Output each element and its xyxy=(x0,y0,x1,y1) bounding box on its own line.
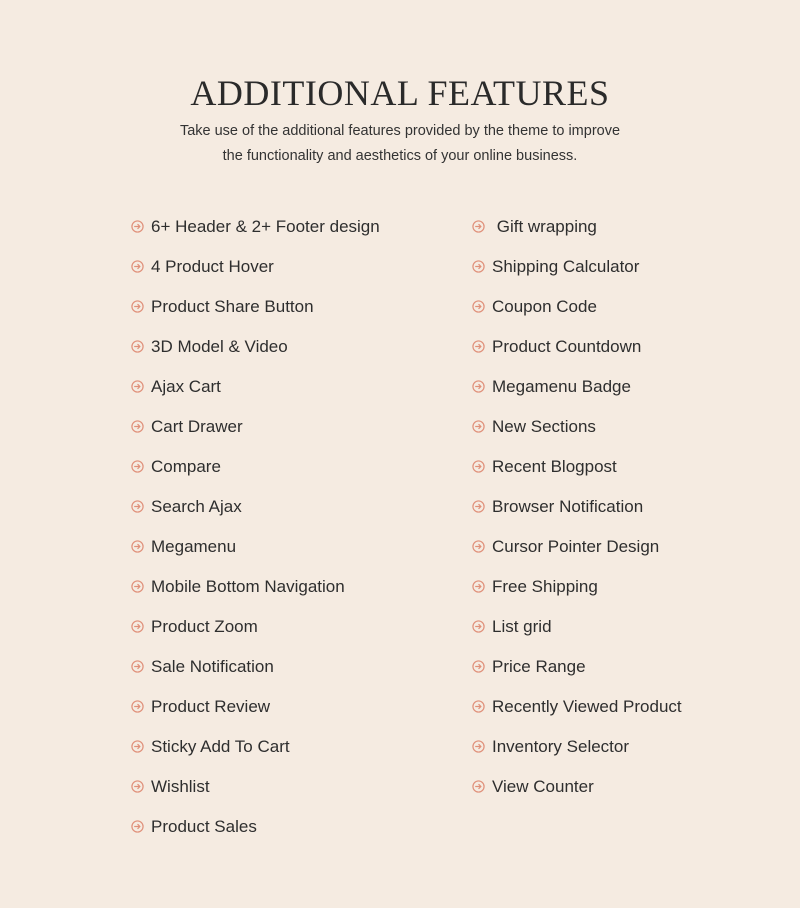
feature-item xyxy=(472,567,682,607)
feature-label: View Counter xyxy=(492,777,594,796)
arrow-right-circle-icon xyxy=(131,780,144,793)
feature-label: Product Share Button xyxy=(151,297,314,316)
feature-label: Browser Notification xyxy=(492,497,644,516)
feature-item xyxy=(131,687,380,727)
feature-item xyxy=(472,367,682,407)
feature-item xyxy=(131,367,380,407)
arrow-right-circle-icon xyxy=(131,660,144,673)
feature-item xyxy=(472,327,682,367)
feature-label: Sticky Add To Cart xyxy=(151,737,290,756)
feature-item xyxy=(472,687,682,727)
feature-label: Gift wrapping xyxy=(492,217,597,236)
feature-label: Mobile Bottom Navigation xyxy=(151,577,345,596)
arrow-right-circle-icon xyxy=(131,260,144,273)
arrow-right-circle-icon xyxy=(131,220,144,233)
feature-item xyxy=(472,647,682,687)
feature-label: New Sections xyxy=(492,417,596,436)
feature-label: Recent Blogpost xyxy=(492,457,617,476)
arrow-right-circle-icon xyxy=(472,460,485,473)
feature-label: Product Countdown xyxy=(492,337,642,356)
feature-label: Product Review xyxy=(151,697,271,716)
arrow-right-circle-icon xyxy=(472,340,485,353)
arrow-right-circle-icon xyxy=(131,340,144,353)
feature-item xyxy=(131,727,380,767)
feature-item xyxy=(472,607,682,647)
feature-item xyxy=(131,567,380,607)
arrow-right-circle-icon xyxy=(472,300,485,313)
feature-item xyxy=(472,287,682,327)
arrow-right-circle-icon xyxy=(472,740,485,753)
feature-item xyxy=(472,447,682,487)
arrow-right-circle-icon xyxy=(472,420,485,433)
feature-item xyxy=(472,487,682,527)
features-list-left xyxy=(131,207,380,847)
feature-label: 3D Model & Video xyxy=(151,337,288,356)
arrow-right-circle-icon xyxy=(131,540,144,553)
arrow-right-circle-icon xyxy=(131,820,144,833)
feature-label: Sale Notification xyxy=(151,657,274,676)
arrow-right-circle-icon xyxy=(131,620,144,633)
feature-item xyxy=(131,407,380,447)
feature-label: 4 Product Hover xyxy=(151,257,274,276)
arrow-right-circle-icon xyxy=(472,660,485,673)
feature-label: Wishlist xyxy=(151,777,210,796)
feature-label: Compare xyxy=(151,457,221,476)
subtitle-line-2: the functionality and aesthetics of your online business. xyxy=(222,148,578,164)
feature-item xyxy=(131,487,380,527)
feature-item xyxy=(131,287,380,327)
feature-label: Shipping Calculator xyxy=(492,257,640,276)
feature-item xyxy=(131,527,380,567)
arrow-right-circle-icon xyxy=(472,580,485,593)
section-subtitle xyxy=(150,119,650,169)
arrow-right-circle-icon xyxy=(131,580,144,593)
feature-label: Free Shipping xyxy=(492,577,598,596)
feature-item xyxy=(131,327,380,367)
arrow-right-circle-icon xyxy=(472,620,485,633)
feature-item xyxy=(131,647,380,687)
feature-label: Cart Drawer xyxy=(151,417,243,436)
section-title: ADDITIONAL FEATURES xyxy=(190,73,610,113)
feature-item xyxy=(472,207,682,247)
feature-item xyxy=(472,767,682,807)
feature-item xyxy=(472,727,682,767)
arrow-right-circle-icon xyxy=(472,220,485,233)
feature-label: 6+ Header & 2+ Footer design xyxy=(151,217,380,236)
arrow-right-circle-icon xyxy=(472,260,485,273)
feature-label: Product Sales xyxy=(151,817,257,836)
arrow-right-circle-icon xyxy=(472,540,485,553)
arrow-right-circle-icon xyxy=(131,700,144,713)
feature-item xyxy=(131,607,380,647)
feature-item xyxy=(472,247,682,287)
arrow-right-circle-icon xyxy=(131,740,144,753)
arrow-right-circle-icon xyxy=(131,500,144,513)
feature-item xyxy=(472,527,682,567)
arrow-right-circle-icon xyxy=(131,300,144,313)
feature-item xyxy=(131,247,380,287)
feature-label: Coupon Code xyxy=(492,297,597,316)
feature-label: Megamenu xyxy=(151,537,237,556)
subtitle-line-1: Take use of the additional features provided by the theme to improve xyxy=(179,123,621,139)
feature-label: Megamenu Badge xyxy=(492,377,631,396)
feature-item xyxy=(131,207,380,247)
feature-label: Ajax Cart xyxy=(151,377,221,396)
arrow-right-circle-icon xyxy=(131,420,144,433)
arrow-right-circle-icon xyxy=(472,500,485,513)
feature-item xyxy=(131,767,380,807)
arrow-right-circle-icon xyxy=(131,380,144,393)
feature-item xyxy=(131,807,380,847)
feature-item xyxy=(131,447,380,487)
feature-item xyxy=(472,407,682,447)
feature-label: Inventory Selector xyxy=(492,737,630,756)
feature-label: Recently Viewed Product xyxy=(492,697,682,716)
arrow-right-circle-icon xyxy=(472,780,485,793)
features-list-right xyxy=(472,207,682,807)
feature-label: Cursor Pointer Design xyxy=(492,537,660,556)
feature-label: Product Zoom xyxy=(151,617,258,636)
feature-label: List grid xyxy=(492,617,552,636)
feature-label: Price Range xyxy=(492,657,586,676)
arrow-right-circle-icon xyxy=(131,460,144,473)
arrow-right-circle-icon xyxy=(472,380,485,393)
feature-label: Search Ajax xyxy=(151,497,242,516)
arrow-right-circle-icon xyxy=(472,700,485,713)
